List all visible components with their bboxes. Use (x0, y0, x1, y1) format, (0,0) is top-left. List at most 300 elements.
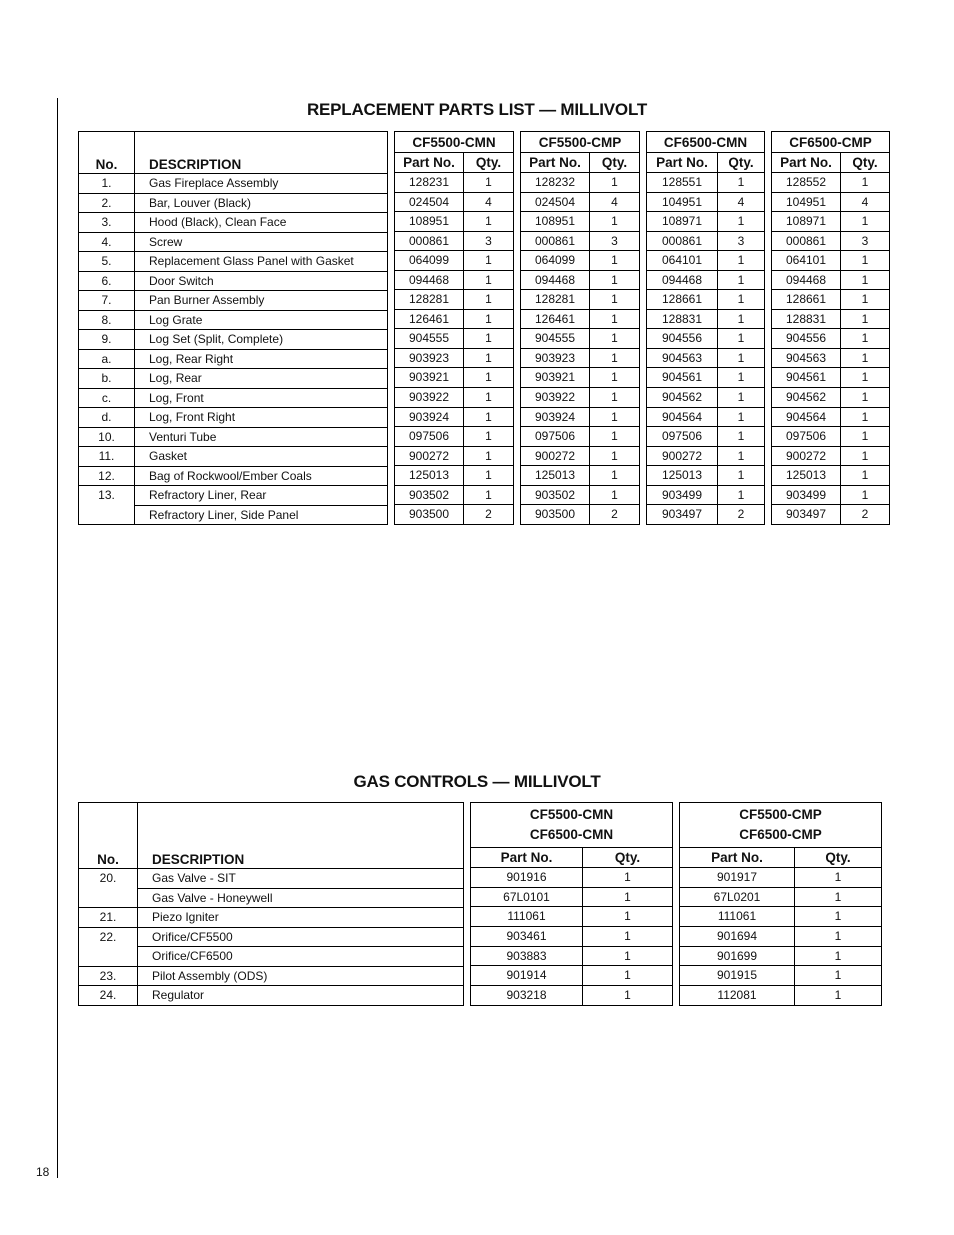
quantity: 1 (583, 946, 673, 966)
quantity: 1 (583, 887, 673, 907)
col-header-part-no: Part No. (395, 153, 464, 173)
part-number: 125013 (647, 466, 718, 486)
table-row (395, 173, 514, 193)
quantity: 1 (590, 466, 640, 486)
quantity: 1 (590, 329, 640, 349)
quantity: 1 (718, 329, 765, 349)
part-number: 903921 (521, 368, 590, 388)
table-row (772, 388, 890, 408)
part-number: 903497 (647, 505, 718, 525)
quantity: 1 (841, 290, 890, 310)
part-number: 024504 (521, 192, 590, 212)
part-number: 024504 (395, 192, 464, 212)
model-table (771, 131, 890, 525)
table-row (772, 466, 890, 486)
table-row (521, 251, 640, 271)
table-row (395, 407, 514, 427)
part-number: 903922 (395, 388, 464, 408)
table-row (395, 270, 514, 290)
quantity: 1 (841, 173, 890, 193)
table-row (79, 349, 388, 369)
quantity: 1 (718, 427, 765, 447)
part-number: 903499 (647, 485, 718, 505)
gas-controls-list (78, 802, 882, 1006)
table-row (521, 407, 640, 427)
table-row (772, 348, 890, 368)
table-row (647, 231, 765, 251)
table-row (772, 446, 890, 466)
table-row (521, 505, 640, 525)
quantity: 4 (590, 192, 640, 212)
table-row (521, 368, 640, 388)
quantity: 1 (841, 407, 890, 427)
part-number: 901915 (680, 966, 795, 986)
model-header (680, 803, 882, 848)
quantity: 1 (590, 309, 640, 329)
table-row (79, 869, 464, 889)
quantity: 1 (795, 985, 882, 1005)
part-number: 064099 (521, 251, 590, 271)
quantity: 1 (795, 966, 882, 986)
quantity: 2 (464, 505, 514, 525)
quantity: 1 (718, 290, 765, 310)
part-number: 903500 (521, 505, 590, 525)
item-number: c. (79, 388, 135, 408)
quantity: 1 (464, 427, 514, 447)
part-number: 097506 (521, 427, 590, 447)
part-number: 904561 (772, 368, 841, 388)
table-row (79, 330, 388, 350)
part-number: 000861 (647, 231, 718, 251)
item-description: Regulator (138, 986, 464, 1006)
part-number: 903500 (395, 505, 464, 525)
table-row (521, 309, 640, 329)
item-number: 2. (79, 193, 135, 213)
item-number: a. (79, 349, 135, 369)
col-header-qty: Qty. (464, 153, 514, 173)
part-number: 104951 (647, 192, 718, 212)
item-description: Log, Front (135, 388, 388, 408)
quantity: 1 (718, 388, 765, 408)
table-row (647, 309, 765, 329)
quantity: 1 (464, 173, 514, 193)
quantity: 1 (590, 251, 640, 271)
table-row (647, 251, 765, 271)
quantity: 1 (464, 329, 514, 349)
item-description: Venturi Tube (135, 427, 388, 447)
table-row (79, 291, 388, 311)
part-number: 128232 (521, 173, 590, 193)
quantity: 1 (464, 485, 514, 505)
model-table (646, 131, 765, 525)
table-row (395, 251, 514, 271)
part-number: 108971 (647, 212, 718, 232)
quantity: 1 (583, 966, 673, 986)
quantity: 1 (590, 270, 640, 290)
item-description: Log Grate (135, 310, 388, 330)
model-name: CF6500-CMP (739, 827, 822, 842)
part-number: 128551 (647, 173, 718, 193)
item-description: Orifice/CF5500 (138, 927, 464, 947)
col-header-qty: Qty. (795, 848, 882, 868)
quantity: 1 (464, 212, 514, 232)
part-number: 064101 (647, 251, 718, 271)
parts-list-title: REPLACEMENT PARTS LIST — MILLIVOLT (306, 100, 648, 119)
table-row (521, 231, 640, 251)
item-number: 6. (79, 271, 135, 291)
item-number: d. (79, 408, 135, 428)
quantity: 1 (464, 251, 514, 271)
part-number: 901917 (680, 868, 795, 888)
model-name: CF5500-CMN (529, 807, 614, 822)
col-header-qty: Qty. (583, 848, 673, 868)
table-row (680, 946, 882, 966)
table-row (79, 271, 388, 291)
table-row (647, 173, 765, 193)
part-number: 67L0201 (680, 887, 795, 907)
table-row (680, 985, 882, 1005)
part-number: 903923 (395, 348, 464, 368)
item-description: Log, Rear Right (135, 349, 388, 369)
col-header-part-no: Part No. (521, 153, 590, 173)
quantity: 1 (841, 427, 890, 447)
table-row (647, 212, 765, 232)
table-row (772, 212, 890, 232)
quantity: 1 (590, 368, 640, 388)
item-description: Bar, Louver (Black) (135, 193, 388, 213)
table-row (772, 505, 890, 525)
quantity: 1 (718, 348, 765, 368)
table-row (647, 466, 765, 486)
table-row (647, 192, 765, 212)
quantity: 1 (718, 368, 765, 388)
table-row (79, 213, 388, 233)
table-row (471, 926, 673, 946)
quantity: 1 (841, 270, 890, 290)
table-row (680, 926, 882, 946)
item-number: 20. (79, 869, 138, 889)
part-number: 128661 (772, 290, 841, 310)
item-description: Bag of Rockwool/Ember Coals (135, 466, 388, 486)
quantity: 3 (590, 231, 640, 251)
part-number: 900272 (395, 446, 464, 466)
table-row (79, 505, 388, 525)
quantity: 1 (464, 407, 514, 427)
item-number: 12. (79, 466, 135, 486)
quantity: 1 (590, 388, 640, 408)
quantity: 1 (583, 985, 673, 1005)
quantity: 1 (841, 348, 890, 368)
item-description: Door Switch (135, 271, 388, 291)
part-number: 903924 (521, 407, 590, 427)
item-description: Log Set (Split, Complete) (135, 330, 388, 350)
part-number: 904564 (647, 407, 718, 427)
part-number: 128231 (395, 173, 464, 193)
item-number: b. (79, 369, 135, 389)
table-row (395, 446, 514, 466)
table-row (772, 290, 890, 310)
part-number: 094468 (772, 270, 841, 290)
quantity: 1 (718, 485, 765, 505)
table-row (79, 408, 388, 428)
quantity: 3 (464, 231, 514, 251)
part-number: 904563 (772, 348, 841, 368)
item-number: 5. (79, 252, 135, 272)
gas-controls-description-table (78, 802, 464, 1006)
part-number: 128831 (647, 309, 718, 329)
quantity: 1 (464, 368, 514, 388)
page-number: 18 (36, 1165, 50, 1179)
part-number: 901694 (680, 926, 795, 946)
item-number (79, 947, 138, 967)
item-description: Piezo Igniter (138, 908, 464, 928)
item-description: Log, Front Right (135, 408, 388, 428)
item-number: 23. (79, 966, 138, 986)
part-number: 904556 (647, 329, 718, 349)
table-row (521, 388, 640, 408)
quantity: 2 (718, 505, 765, 525)
part-number: 901914 (471, 966, 583, 986)
quantity: 3 (841, 231, 890, 251)
quantity: 1 (841, 212, 890, 232)
quantity: 1 (590, 427, 640, 447)
part-number: 904555 (395, 329, 464, 349)
model-header: CF5500-CMP (521, 132, 640, 153)
item-description: Orifice/CF6500 (138, 947, 464, 967)
part-number: 094468 (521, 270, 590, 290)
part-number: 904556 (772, 329, 841, 349)
part-number: 108951 (395, 212, 464, 232)
item-description: Gasket (135, 447, 388, 467)
col-header-part-no: Part No. (772, 153, 841, 173)
item-number: 13. (79, 486, 135, 506)
table-row (79, 947, 464, 967)
quantity: 3 (718, 231, 765, 251)
col-header-part-no: Part No. (471, 848, 583, 868)
part-number: 094468 (647, 270, 718, 290)
table-row (471, 985, 673, 1005)
item-description: Hood (Black), Clean Face (135, 213, 388, 233)
quantity: 1 (718, 446, 765, 466)
table-row (395, 290, 514, 310)
quantity: 1 (583, 868, 673, 888)
table-row (647, 290, 765, 310)
col-header-part-no: Part No. (647, 153, 718, 173)
quantity: 1 (590, 446, 640, 466)
table-row (647, 407, 765, 427)
quantity: 2 (590, 505, 640, 525)
part-number: 904561 (647, 368, 718, 388)
table-row (521, 173, 640, 193)
table-row (647, 348, 765, 368)
table-row (521, 212, 640, 232)
model-table (470, 802, 673, 1006)
table-row (772, 231, 890, 251)
quantity: 1 (464, 290, 514, 310)
part-number: 000861 (772, 231, 841, 251)
item-number: 9. (79, 330, 135, 350)
table-row (79, 986, 464, 1006)
item-number: 10. (79, 427, 135, 447)
table-row (79, 427, 388, 447)
quantity: 1 (841, 329, 890, 349)
part-number: 104951 (772, 192, 841, 212)
part-number: 904562 (647, 388, 718, 408)
quantity: 1 (590, 348, 640, 368)
table-row (647, 270, 765, 290)
table-row (395, 368, 514, 388)
quantity: 1 (841, 446, 890, 466)
part-number: 903924 (395, 407, 464, 427)
margin-rule (57, 98, 58, 1178)
part-number: 128552 (772, 173, 841, 193)
table-row (395, 309, 514, 329)
part-number: 900272 (772, 446, 841, 466)
table-row (395, 505, 514, 525)
part-number: 903502 (521, 485, 590, 505)
quantity: 1 (464, 270, 514, 290)
table-row (680, 868, 882, 888)
col-header-qty: Qty. (718, 153, 765, 173)
quantity: 1 (590, 485, 640, 505)
item-number: 22. (79, 927, 138, 947)
item-number: 1. (79, 174, 135, 194)
table-row (647, 485, 765, 505)
part-number: 000861 (521, 231, 590, 251)
part-number: 000861 (395, 231, 464, 251)
quantity: 1 (718, 251, 765, 271)
item-number: 7. (79, 291, 135, 311)
model-table (394, 131, 514, 525)
item-description: Pilot Assembly (ODS) (138, 966, 464, 986)
part-number: 904564 (772, 407, 841, 427)
quantity: 1 (464, 348, 514, 368)
table-row (647, 505, 765, 525)
quantity: 1 (795, 926, 882, 946)
item-description: Gas Valve - SIT (138, 869, 464, 889)
part-number: 903497 (772, 505, 841, 525)
table-row (680, 907, 882, 927)
table-row (772, 251, 890, 271)
quantity: 1 (590, 212, 640, 232)
part-number: 903218 (471, 985, 583, 1005)
part-number: 901916 (471, 868, 583, 888)
part-number: 901699 (680, 946, 795, 966)
table-row (79, 908, 464, 928)
part-number: 128831 (772, 309, 841, 329)
quantity: 1 (718, 173, 765, 193)
table-row (772, 329, 890, 349)
table-row (79, 193, 388, 213)
table-row (79, 174, 388, 194)
quantity: 1 (795, 887, 882, 907)
quantity: 1 (795, 946, 882, 966)
quantity: 1 (718, 466, 765, 486)
table-row (521, 348, 640, 368)
item-number: 8. (79, 310, 135, 330)
quantity: 1 (464, 446, 514, 466)
table-row (395, 466, 514, 486)
col-header-description: DESCRIPTION (138, 803, 464, 869)
table-row (647, 388, 765, 408)
quantity: 1 (718, 407, 765, 427)
table-row (395, 388, 514, 408)
quantity: 1 (590, 173, 640, 193)
quantity: 4 (718, 192, 765, 212)
table-row (79, 447, 388, 467)
quantity: 1 (841, 309, 890, 329)
quantity: 1 (464, 309, 514, 329)
part-number: 126461 (521, 309, 590, 329)
model-header: CF5500-CMN (395, 132, 514, 153)
part-number: 108971 (772, 212, 841, 232)
table-row (772, 368, 890, 388)
table-row (521, 466, 640, 486)
part-number: 094468 (395, 270, 464, 290)
table-row (521, 427, 640, 447)
quantity: 1 (718, 309, 765, 329)
col-header-no: No. (79, 132, 135, 174)
table-row (521, 270, 640, 290)
item-description: Replacement Glass Panel with Gasket (135, 252, 388, 272)
item-description: Refractory Liner, Side Panel (135, 505, 388, 525)
part-number: 903921 (395, 368, 464, 388)
table-row (395, 427, 514, 447)
part-number: 128281 (521, 290, 590, 310)
table-row (647, 329, 765, 349)
item-description: Screw (135, 232, 388, 252)
quantity: 1 (583, 907, 673, 927)
model-table (679, 802, 882, 1006)
part-number: 097506 (395, 427, 464, 447)
item-description: Pan Burner Assembly (135, 291, 388, 311)
quantity: 1 (841, 368, 890, 388)
part-number: 125013 (395, 466, 464, 486)
item-number: 4. (79, 232, 135, 252)
quantity: 1 (464, 466, 514, 486)
table-row (395, 348, 514, 368)
part-number: 903922 (521, 388, 590, 408)
part-number: 903502 (395, 485, 464, 505)
part-number: 67L0101 (471, 887, 583, 907)
quantity: 1 (841, 388, 890, 408)
col-header-description: DESCRIPTION (135, 132, 388, 174)
table-row (772, 173, 890, 193)
table-row (395, 485, 514, 505)
part-number: 900272 (521, 446, 590, 466)
table-row (79, 927, 464, 947)
quantity: 1 (718, 270, 765, 290)
table-row (79, 888, 464, 908)
table-row (471, 946, 673, 966)
table-row (79, 369, 388, 389)
table-row (395, 212, 514, 232)
col-header-qty: Qty. (841, 153, 890, 173)
table-row (772, 427, 890, 447)
table-row (521, 192, 640, 212)
part-number: 112081 (680, 985, 795, 1005)
quantity: 1 (583, 926, 673, 946)
table-row (79, 388, 388, 408)
model-header (471, 803, 673, 848)
item-number: 11. (79, 447, 135, 467)
quantity: 2 (841, 505, 890, 525)
item-description: Refractory Liner, Rear (135, 486, 388, 506)
col-header-qty: Qty. (590, 153, 640, 173)
table-row (471, 868, 673, 888)
item-description: Gas Valve - Honeywell (138, 888, 464, 908)
part-number: 128661 (647, 290, 718, 310)
